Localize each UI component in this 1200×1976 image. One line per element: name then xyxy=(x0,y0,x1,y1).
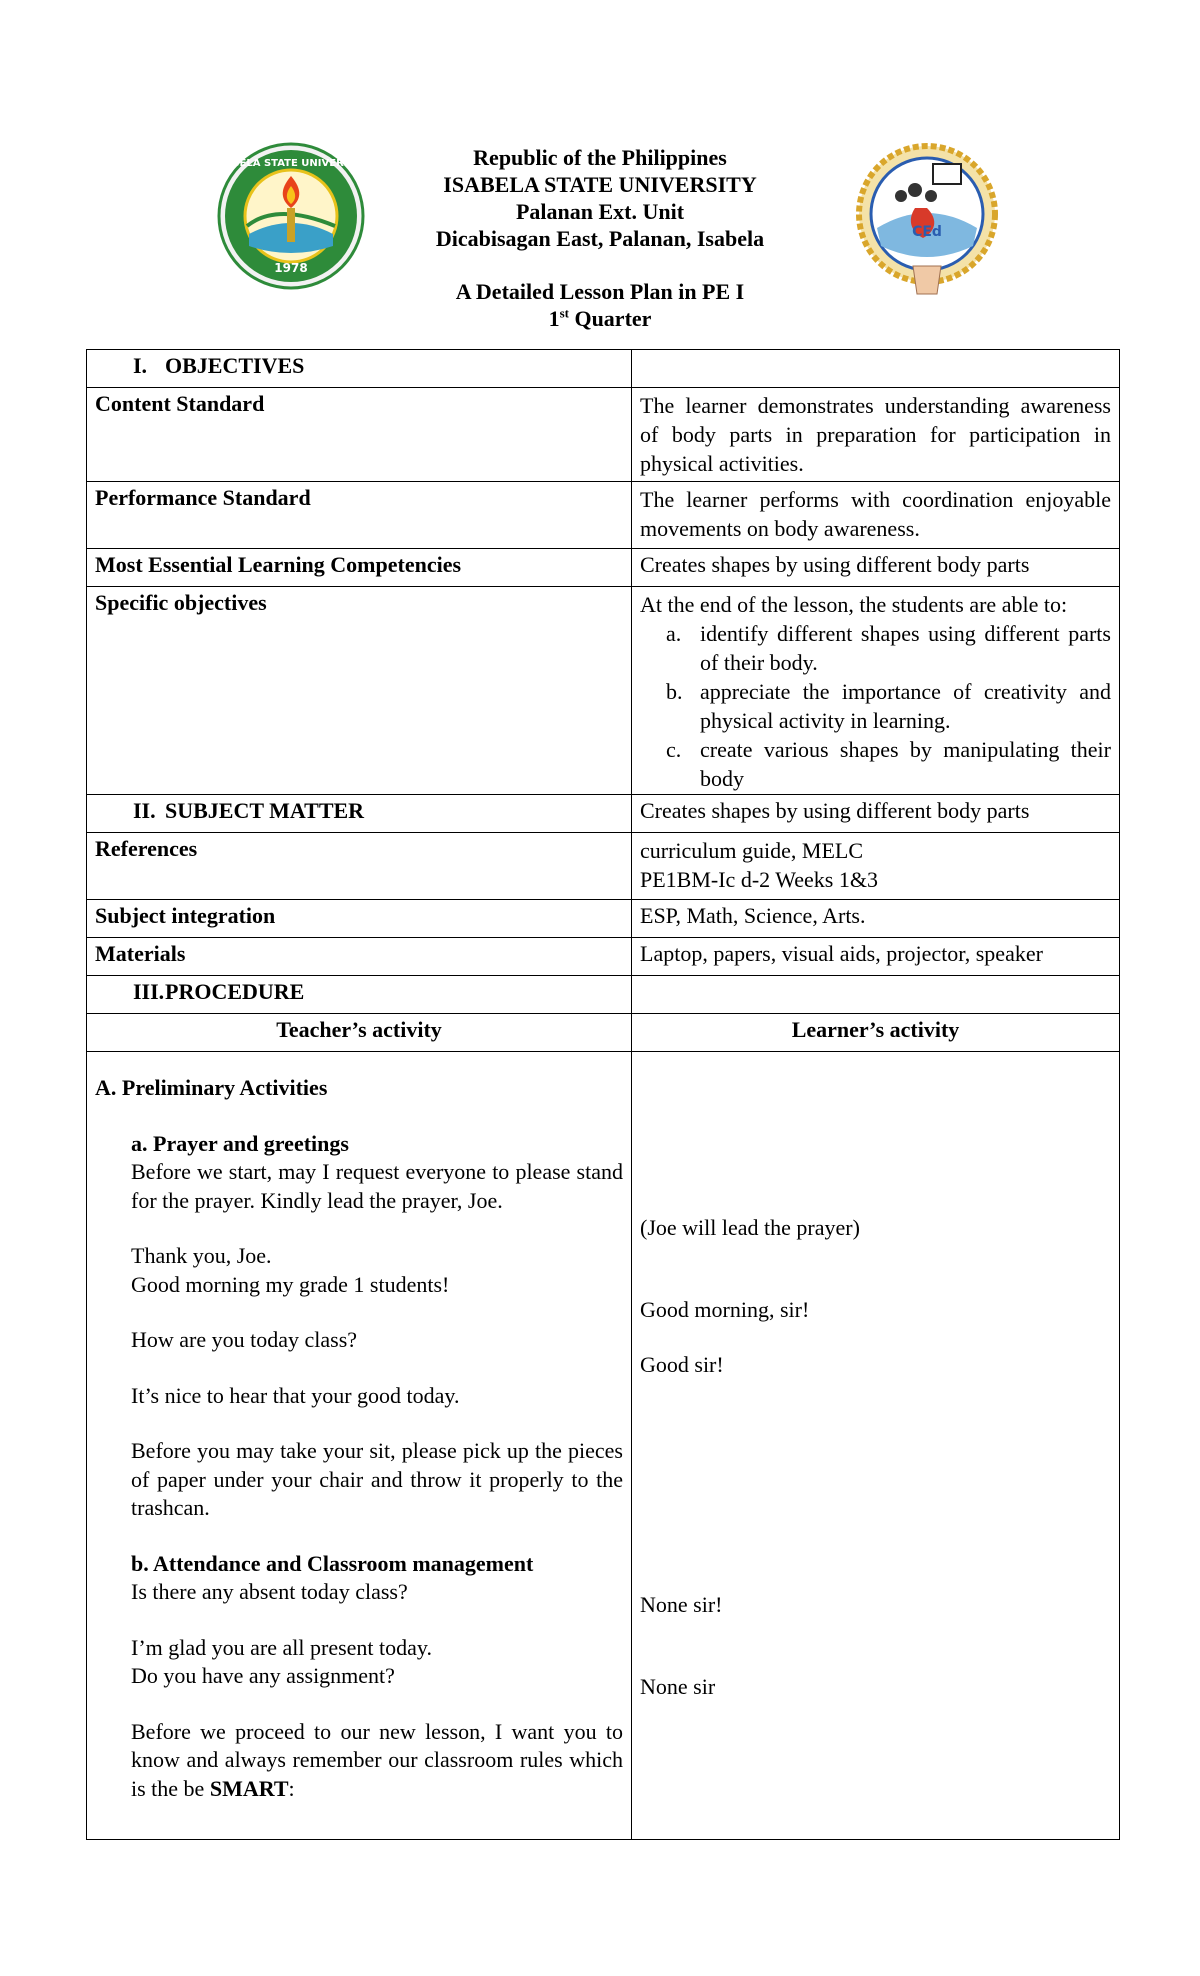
list-item xyxy=(640,677,1111,735)
row-label: Most Essential Learning Competencies xyxy=(87,549,632,586)
teacher-line xyxy=(131,1718,623,1804)
materials-row xyxy=(86,938,1120,976)
learner-line: (Joe will lead the prayer) xyxy=(640,1215,860,1240)
teacher-line-end: : xyxy=(288,1775,295,1801)
isu-seal-logo xyxy=(217,142,365,290)
specific-objectives-row xyxy=(86,587,1120,795)
learner-line: None sir! xyxy=(640,1592,723,1617)
document-header xyxy=(360,144,840,252)
row-value: The learner performs with coordination enjoyable movements on body awareness. xyxy=(640,487,1111,541)
learner-line: Good sir! xyxy=(640,1352,724,1377)
row-value: ESP, Math, Science, Arts. xyxy=(640,903,866,928)
activity-content-row xyxy=(86,1052,1120,1840)
header-republic: Republic of the Philippines xyxy=(473,145,727,170)
section-title: OBJECTIVES xyxy=(165,353,305,378)
learner-line: Good morning, sir! xyxy=(640,1297,810,1322)
teacher-line: Thank you, Joe. xyxy=(131,1243,272,1268)
objectives-section-row xyxy=(86,349,1120,388)
list-item xyxy=(640,735,1111,793)
teacher-line: Good morning my grade 1 students! xyxy=(131,1271,450,1297)
lesson-plan-title: A Detailed Lesson Plan in PE I xyxy=(455,279,745,304)
references-row xyxy=(86,833,1120,900)
isu-seal-year: 1978 xyxy=(274,261,308,275)
list-item-text: identify different shapes using different parts of their body. xyxy=(700,621,1111,675)
teacher-activity-header: Teacher’s activity xyxy=(87,1014,632,1051)
header-university: ISABELA STATE UNIVERSITY xyxy=(443,172,757,197)
row-label: Performance Standard xyxy=(87,482,632,548)
lesson-plan-quarter xyxy=(360,305,840,332)
objectives-heading xyxy=(87,350,632,387)
header-address: Dicabisagan East, Palanan, Isabela xyxy=(435,226,765,251)
melc-row xyxy=(86,549,1120,587)
list-item-text: create various shapes by manipulating their body xyxy=(700,737,1111,791)
subject-matter-row xyxy=(86,795,1120,833)
attendance-subheading: b. Attendance and Classroom management xyxy=(131,1550,534,1576)
row-label: Materials xyxy=(87,938,632,975)
row-value: The learner demonstrates understanding awareness of body parts in preparation for participation in physical activities. xyxy=(640,393,1111,476)
specific-objectives-list xyxy=(632,587,1119,794)
section-title: SUBJECT MATTER xyxy=(165,798,365,823)
section-number: II. xyxy=(133,798,156,823)
isu-seal-text: ISABELA STATE UNIVERSITY xyxy=(217,158,365,169)
list-item-letter: a. xyxy=(666,621,682,646)
teacher-line: I’m glad you are all present today. xyxy=(131,1634,432,1660)
subject-matter-heading xyxy=(87,795,632,832)
teacher-activity-column xyxy=(87,1052,632,1839)
procedure-heading xyxy=(87,976,632,1013)
performance-standard-row xyxy=(86,482,1120,549)
ced-logo-text: CEd xyxy=(912,224,942,240)
reference-line: curriculum guide, MELC xyxy=(640,838,864,863)
learner-activity-column xyxy=(632,1052,1119,1839)
quarter-word: Quarter xyxy=(568,306,652,331)
teacher-line: It’s nice to hear that your good today. xyxy=(131,1382,460,1408)
content-standard-row xyxy=(86,388,1120,482)
reference-line: PE1BM-Ic d-2 Weeks 1&3 xyxy=(640,867,878,892)
section-number: III. xyxy=(133,979,165,1004)
row-value: Creates shapes by using different body parts xyxy=(640,552,1030,577)
row-value: Creates shapes by using different body parts xyxy=(640,798,1030,823)
row-label: Content Standard xyxy=(87,388,632,481)
smart-emphasis: SMART xyxy=(209,1775,289,1801)
list-item-letter: b. xyxy=(666,679,683,704)
specific-objectives-intro: At the end of the lesson, the students are able to: xyxy=(640,592,1068,617)
row-value: Laptop, papers, visual aids, projector, speaker xyxy=(640,941,1043,966)
quarter-suffix: st xyxy=(559,305,569,321)
lesson-plan-table xyxy=(86,349,1120,1840)
references-value xyxy=(632,833,1119,899)
preliminary-activities-heading: A. Preliminary Activities xyxy=(95,1075,328,1100)
row-label: Specific objectives xyxy=(87,587,632,794)
procedure-row xyxy=(86,976,1120,1014)
list-item xyxy=(640,619,1111,677)
header-campus: Palanan Ext. Unit xyxy=(515,199,685,224)
ced-logo xyxy=(855,138,999,298)
learner-activity-header: Learner’s activity xyxy=(791,1017,960,1042)
section-number: I. xyxy=(133,353,148,378)
row-label: Subject integration xyxy=(87,900,632,937)
prayer-subheading: a. Prayer and greetings xyxy=(131,1130,349,1156)
subject-integration-row xyxy=(86,900,1120,938)
activity-header-row xyxy=(86,1014,1120,1052)
learner-line: None sir xyxy=(640,1674,716,1699)
teacher-line: Do you have any assignment? xyxy=(131,1663,395,1688)
quarter-number: 1 xyxy=(548,306,560,331)
teacher-line: Before you may take your sit, please pick up the pieces of paper under your chair and throw it properly to the trashcan. xyxy=(131,1438,623,1520)
teacher-line: Is there any absent today class? xyxy=(131,1579,408,1604)
objective-items xyxy=(640,619,1111,793)
teacher-line-text: Before we proceed to our new lesson, I want you to know and always remember our classroom rules which is the be xyxy=(131,1718,623,1801)
teacher-line: Before we start, may I request everyone to please stand for the prayer. Kindly lead the prayer, Joe. xyxy=(131,1159,623,1213)
row-label: References xyxy=(87,833,632,899)
lesson-plan-title-block xyxy=(360,278,840,332)
list-item-letter: c. xyxy=(666,737,682,762)
section-title: PROCEDURE xyxy=(165,979,305,1004)
teacher-line: How are you today class? xyxy=(131,1327,358,1352)
list-item-text: appreciate the importance of creativity and physical activity in learning. xyxy=(700,679,1111,733)
